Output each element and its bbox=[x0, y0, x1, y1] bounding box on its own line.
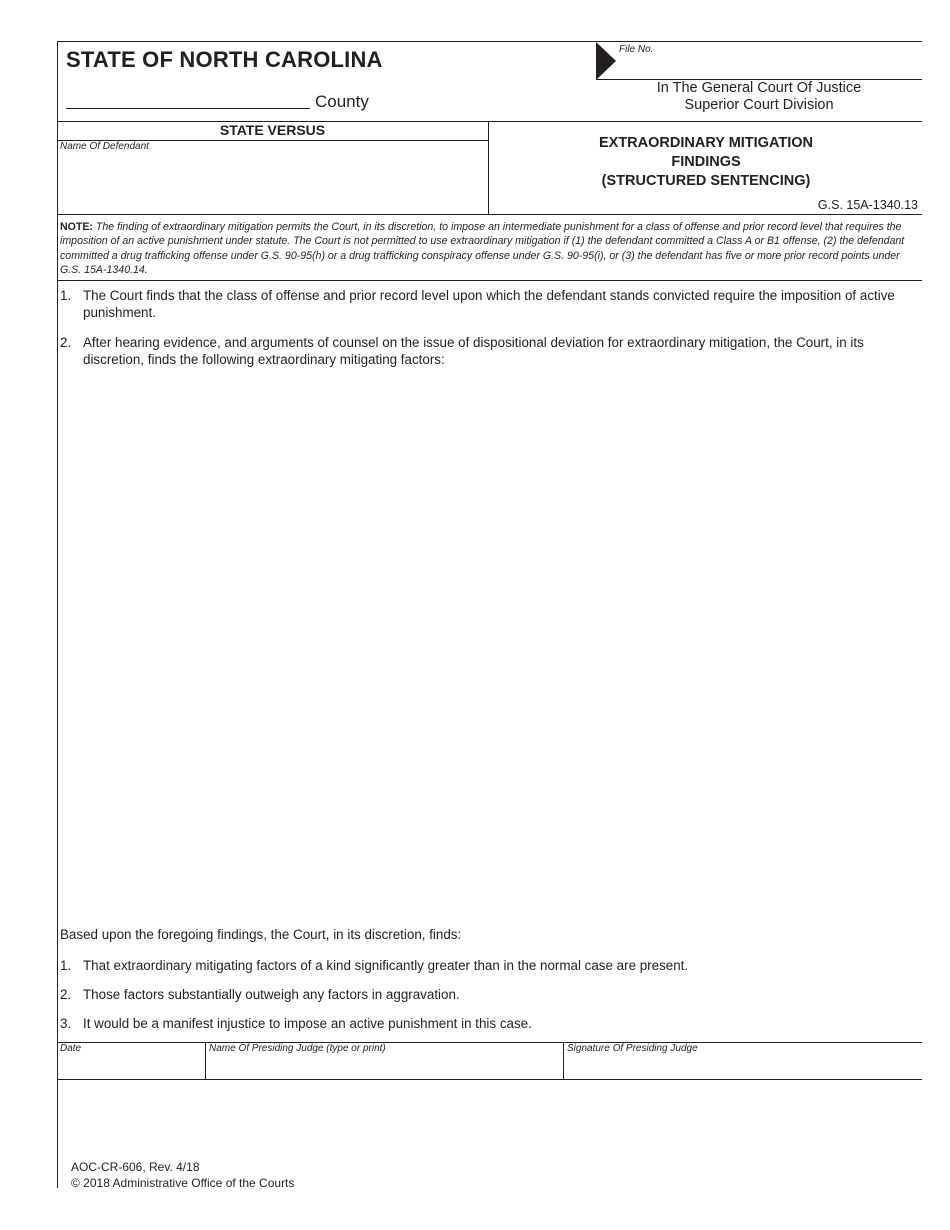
file-arrow-icon bbox=[596, 42, 616, 80]
top-border bbox=[57, 41, 922, 42]
signature-row-bottom-border bbox=[57, 1079, 922, 1080]
finding-1 bbox=[60, 287, 910, 321]
conclusion-intro: Based upon the foregoing findings, the Court, in its discretion, finds: bbox=[60, 927, 462, 942]
name-of-defendant-label: Name Of Defendant bbox=[60, 141, 149, 152]
form-footer bbox=[71, 1159, 294, 1191]
finding-2-text: After hearing evidence, and arguments of counsel on the issue of dispositional deviation for extraordinary mitigation, the Court, in its discretion, finds the following extraordinary mitigating factors: bbox=[83, 335, 864, 367]
date-field[interactable] bbox=[58, 1056, 204, 1078]
form-title-line-3: (STRUCTURED SENTENCING) bbox=[601, 173, 811, 189]
conclusion-item-3 bbox=[60, 1015, 910, 1032]
state-title: STATE OF NORTH CAROLINA bbox=[66, 47, 383, 72]
mitigating-factors-field[interactable] bbox=[60, 375, 915, 915]
note-bottom-border bbox=[57, 280, 922, 281]
conclusion-item-3-text: It would be a manifest injustice to impose an active punishment in this case. bbox=[83, 1016, 532, 1031]
judge-signature-label: Signature Of Presiding Judge bbox=[567, 1043, 698, 1054]
judge-name-field[interactable] bbox=[206, 1056, 562, 1078]
defendant-name-field[interactable] bbox=[60, 155, 484, 211]
conclusion-item-2-text: Those factors substantially outweigh any factors in aggravation. bbox=[83, 987, 460, 1002]
caption-bottom-border bbox=[57, 214, 922, 215]
form-title bbox=[490, 134, 922, 191]
note-label: NOTE: bbox=[60, 221, 93, 233]
statute-reference: G.S. 15A-1340.13 bbox=[817, 198, 918, 212]
form-title-line-1: EXTRAORDINARY MITIGATION bbox=[598, 135, 813, 151]
form-number: AOC-CR-606, Rev. 4/18 bbox=[71, 1160, 200, 1174]
county-name-field[interactable] bbox=[66, 108, 310, 109]
file-number-label: File No. bbox=[619, 44, 654, 55]
conclusion-item-2-number: 2. bbox=[60, 987, 72, 1002]
conclusion-item-2 bbox=[60, 986, 910, 1003]
judge-signature-field[interactable] bbox=[564, 1056, 920, 1078]
file-number-field[interactable] bbox=[680, 44, 920, 78]
copyright: © 2018 Administrative Office of the Courts bbox=[71, 1176, 295, 1190]
note-block bbox=[60, 220, 918, 277]
judge-name-label: Name Of Presiding Judge (type or print) bbox=[209, 1043, 386, 1054]
finding-2 bbox=[60, 334, 910, 368]
finding-1-number: 1. bbox=[60, 288, 72, 303]
court-designation bbox=[596, 80, 922, 114]
form-title-line-2: FINDINGS bbox=[671, 154, 741, 170]
conclusion-item-1 bbox=[60, 957, 910, 974]
conclusion-item-1-text: That extraordinary mitigating factors of a kind significantly greater than in the normal case are present. bbox=[83, 958, 689, 973]
conclusion-item-3-number: 3. bbox=[60, 1016, 72, 1031]
signature-row-top-border bbox=[57, 1042, 922, 1043]
caption-divider bbox=[488, 121, 489, 214]
finding-1-text: The Court finds that the class of offense and prior record level upon which the defendant stands convicted require the imposition of active punishment. bbox=[83, 288, 895, 320]
state-versus-heading: STATE VERSUS bbox=[219, 122, 326, 138]
date-label: Date bbox=[60, 1043, 82, 1054]
court-line-1: In The General Court Of Justice bbox=[656, 80, 862, 96]
note-text: The finding of extraordinary mitigation permits the Court, in its discretion, to impose an intermediate punishment for a class of offense and prior record level that requires the imposition of an active punishment under statute. The Court is not permitted to use extraordinary mitigation if (1) the defendant committed a Class A or B1 offense, (2) the defendant committed a drug trafficking offense under G.S. 90-95(h) or a drug trafficking conspiracy offense under G.S. 90-95(i), or (3) the defendant has five or more prior record points under G.S. 15A-1340.14. bbox=[60, 221, 905, 276]
county-label: County bbox=[315, 92, 369, 111]
conclusion-item-1-number: 1. bbox=[60, 958, 72, 973]
finding-2-number: 2. bbox=[60, 335, 72, 350]
court-line-2: Superior Court Division bbox=[684, 97, 834, 113]
